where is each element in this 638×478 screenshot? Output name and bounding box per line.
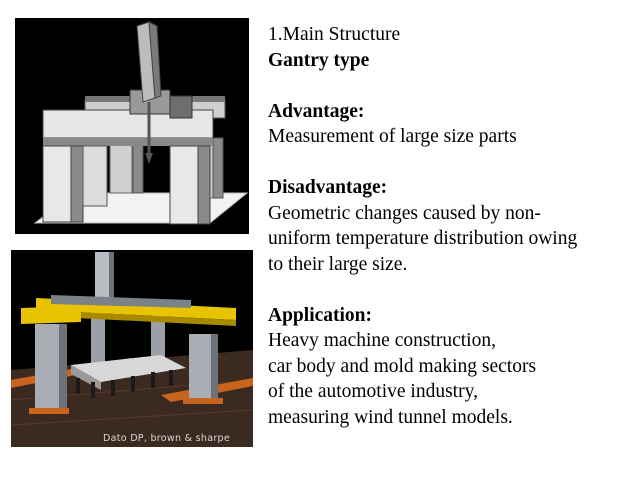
disadvantage-label: Disadvantage: <box>268 177 388 198</box>
slide-text <box>268 22 628 430</box>
structure-type: Gantry type <box>268 49 370 71</box>
advantage-text: Measurement of large size parts <box>268 126 517 147</box>
photo-caption: Dato DP, brown & sharpe <box>103 433 231 444</box>
application-label: Application: <box>268 304 373 326</box>
advantage-label: Advantage: <box>268 100 365 122</box>
application-line: car body and mold making sectors <box>268 355 537 377</box>
application-line: of the automotive industry, <box>268 381 478 402</box>
section-heading: 1.Main Structure <box>268 24 401 45</box>
application-line: measuring wind tunnel models. <box>268 406 513 428</box>
application-line: Heavy machine construction, <box>268 330 496 351</box>
disadvantage-line: Geometric changes caused by non- <box>268 202 541 224</box>
gantry-machine-photo <box>11 250 253 447</box>
gantry-diagram-image <box>15 18 249 234</box>
disadvantage-line: uniform temperature distribution owing <box>268 228 578 249</box>
disadvantage-line: to their large size. <box>268 253 408 275</box>
